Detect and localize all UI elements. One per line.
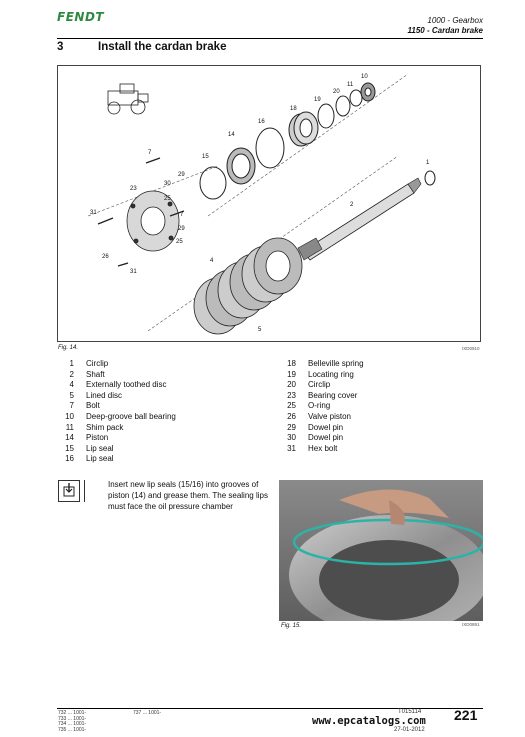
- list-item: 5 Lined disc: [69, 390, 123, 400]
- fig15-caption: Fig. 15.: [281, 623, 302, 629]
- callout-23: 23: [130, 186, 137, 192]
- exploded-diagram: [57, 65, 481, 342]
- section-number: 3: [57, 41, 64, 53]
- callout-15: 15: [202, 154, 209, 160]
- ball-bearing-10: [361, 83, 375, 101]
- lip-seal-15: [200, 167, 226, 199]
- list-item: 2 Shaft: [69, 369, 105, 379]
- footer-doc-code: T015114: [398, 709, 422, 715]
- list-item: 25 O-ring: [287, 401, 331, 411]
- list-item: 20 Circlip: [287, 380, 331, 390]
- list-item: 29 Dowel pin: [287, 422, 344, 432]
- footer-date: 27-01-2012: [394, 727, 425, 733]
- callout-5: 5: [258, 327, 262, 333]
- piston-14: [227, 148, 255, 184]
- list-item: 23 Bearing cover: [287, 390, 358, 400]
- list-item: 15 Lip seal: [65, 443, 114, 453]
- seal-installation-photo: [279, 480, 483, 621]
- footer-models-col1: 732 ... 1001- 733 ... 1001- 734 ... 1001- 735 ... 1001-: [58, 710, 87, 733]
- list-item: 19 Locating ring: [287, 369, 354, 379]
- callout-16: 16: [258, 119, 265, 125]
- callout-7b: 7: [180, 212, 184, 218]
- callout-31a: 31: [90, 210, 97, 216]
- fig14-code: IXD0910: [462, 346, 480, 351]
- list-item: 26 Valve piston: [287, 411, 351, 421]
- parts-list-left: [54, 359, 274, 465]
- disc-pack: [194, 238, 302, 334]
- list-item: 30 Dowel pin: [287, 433, 344, 443]
- parts-list-right: [276, 359, 476, 454]
- callout-25b: 25: [176, 239, 183, 245]
- callout-10: 10: [361, 74, 368, 80]
- website-watermark: www.epcatalogs.com: [312, 715, 426, 727]
- callout-11: 11: [347, 82, 354, 88]
- footer-models-col2: 737 ... 1001-: [133, 710, 162, 716]
- callout-30: 30: [164, 181, 171, 187]
- callout-25a: 25: [164, 196, 171, 202]
- callout-4: 4: [210, 258, 214, 264]
- callout-19: 19: [314, 97, 321, 103]
- callout-7a: 7: [148, 150, 152, 156]
- fig15-code: IXD0891: [462, 622, 480, 627]
- list-item: 4 Externally toothed disc: [69, 380, 167, 390]
- list-item: 7 Bolt: [69, 401, 100, 411]
- page-number: 221: [454, 707, 478, 723]
- header-rule: [57, 38, 483, 39]
- callout-20: 20: [333, 89, 340, 95]
- install-note-icon: [58, 480, 80, 502]
- list-item: 18 Belleville spring: [287, 359, 364, 368]
- callout-2: 2: [350, 202, 354, 208]
- callout-29a: 29: [178, 172, 185, 178]
- callout-31b: 31: [130, 269, 137, 275]
- tractor-icon: [108, 84, 148, 114]
- callout-14: 14: [228, 132, 235, 138]
- locating-ring-19: [318, 104, 334, 128]
- callout-18: 18: [290, 106, 297, 112]
- shim-pack-11: [350, 90, 362, 106]
- instruction-text: Insert new lip seals (15/16) into grooves of piston (14) and grease them. The sealing lips must face the oil pressure chamber: [108, 480, 268, 511]
- list-item: 14 Piston: [65, 433, 109, 443]
- bearing-cover: [127, 191, 179, 251]
- callout-1: 1: [426, 160, 430, 166]
- callout-29b: 29: [178, 226, 185, 232]
- header-chapter: 1000 - Gearbox: [427, 16, 483, 25]
- brand-logo: FENDT: [57, 10, 105, 24]
- exploded-diagram-drawing: [58, 66, 480, 341]
- section-title: Install the cardan brake: [98, 41, 227, 53]
- list-item: 10 Deep-groove ball bearing: [65, 411, 176, 421]
- instruction-divider: [84, 480, 85, 502]
- lip-seal-16: [256, 128, 284, 168]
- list-item: 11 Shim pack: [65, 422, 124, 432]
- circlip-20: [336, 96, 350, 116]
- list-item: 1 Circlip: [69, 359, 109, 368]
- shaft-2: [298, 178, 421, 260]
- callout-26: 26: [102, 254, 109, 260]
- header-subchapter: 1150 - Cardan brake: [407, 26, 483, 35]
- list-item: 31 Hex bolt: [287, 443, 338, 453]
- belleville-spring-18: [289, 112, 318, 146]
- list-item: 16 Lip seal: [65, 454, 114, 464]
- circlip-1: [425, 171, 435, 185]
- fig14-caption: Fig. 14.: [58, 345, 79, 351]
